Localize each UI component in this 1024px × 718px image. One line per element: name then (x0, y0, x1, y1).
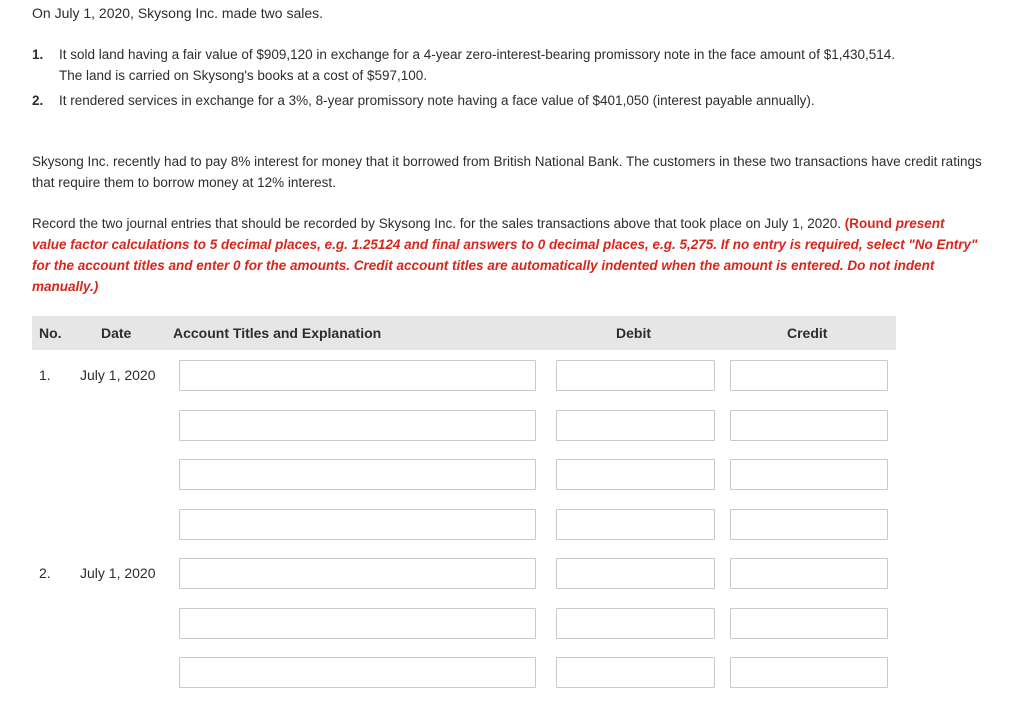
item-number: 2. (32, 93, 44, 108)
debit-input[interactable] (556, 360, 715, 391)
account-title-input[interactable] (179, 657, 536, 688)
item-text-line: It sold land having a fair value of $909,120 in exchange for a 4-year zero-interest-bearing promissory note in the face amount of $1,430,514. (59, 47, 896, 62)
account-title-input[interactable] (179, 608, 536, 639)
account-title-input[interactable] (179, 360, 536, 391)
credit-input[interactable] (730, 459, 888, 490)
debit-input[interactable] (556, 459, 715, 490)
interest-rates-paragraph: Skysong Inc. recently had to pay 8% interest for money that it borrowed from British National Bank. The customers in these two transactions have credit ratings that require them to borrow money at 12% interest. (32, 154, 982, 190)
entry-date: July 1, 2020 (80, 367, 156, 383)
account-title-input[interactable] (179, 558, 536, 589)
credit-input[interactable] (730, 360, 888, 391)
instructions-paragraph (32, 213, 982, 297)
debit-input[interactable] (556, 608, 715, 639)
account-title-input[interactable] (179, 410, 536, 441)
entry-number: 1. (39, 367, 51, 383)
list-item (32, 44, 992, 86)
journal-table-header (32, 316, 896, 350)
sales-list (32, 44, 992, 115)
credit-input[interactable] (730, 410, 888, 441)
debit-input[interactable] (556, 657, 715, 688)
credit-input[interactable] (730, 657, 888, 688)
debit-input[interactable] (556, 558, 715, 589)
list-item (32, 90, 992, 111)
header-date: Date (101, 325, 132, 341)
header-credit: Credit (787, 325, 828, 341)
debit-input[interactable] (556, 410, 715, 441)
header-no: No. (39, 325, 62, 341)
account-title-input[interactable] (179, 459, 536, 490)
credit-input[interactable] (730, 608, 888, 639)
instruction-rounding-note: present value factor calculations to 5 decimal places, e.g. 1.25124 and final answers to 0 decimal places, e.g. 5,275. If no entry is required, select "No Entry" for the account titles and enter 0 for the amounts. Credit account titles are automatically indented when the amount is entered. Do not indent manually.) (32, 216, 978, 294)
account-title-input[interactable] (179, 509, 536, 540)
entry-date: July 1, 2020 (80, 565, 156, 581)
item-number: 1. (32, 47, 44, 62)
instruction-lead: Record the two journal entries that should be recorded by Skysong Inc. for the sales transactions above that took place on July 1, 2020. (32, 216, 845, 231)
debit-input[interactable] (556, 509, 715, 540)
header-account: Account Titles and Explanation (173, 325, 382, 341)
header-debit: Debit (616, 325, 651, 341)
item-text-line: The land is carried on Skysong's books at a cost of $597,100. (59, 68, 428, 83)
credit-input[interactable] (730, 558, 888, 589)
problem-intro: On July 1, 2020, Skysong Inc. made two sales. (32, 5, 324, 21)
entry-number: 2. (39, 565, 51, 581)
credit-input[interactable] (730, 509, 888, 540)
item-text-line: It rendered services in exchange for a 3%, 8-year promissory note having a face value of $401,050 (interest payable annually). (59, 93, 815, 108)
instruction-red-lead: (Round (844, 216, 892, 231)
